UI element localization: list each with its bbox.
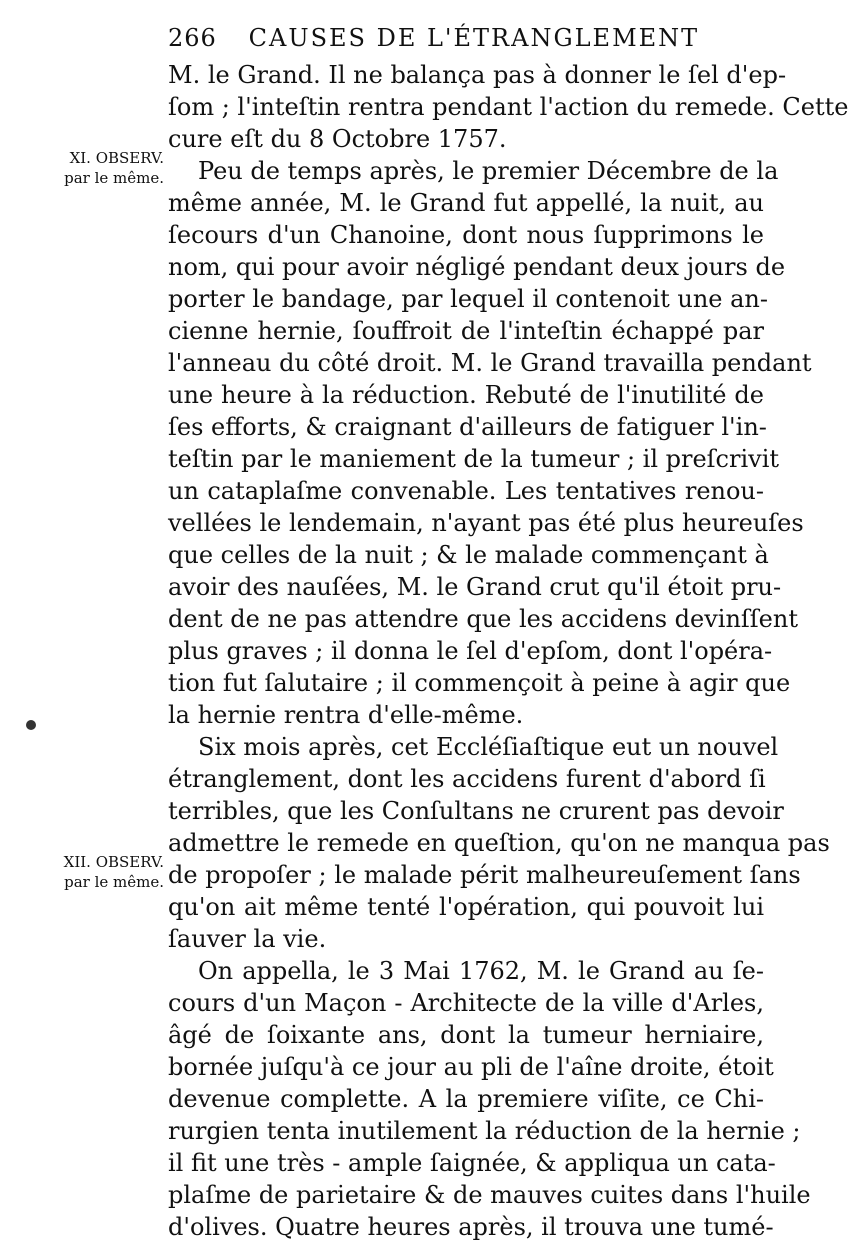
text-line: teſtin par le maniement de la tumeur ; il preſcrivit (168, 445, 780, 473)
text-line: il fit une très - ample ſaignée, & appliqua un cata- (168, 1149, 776, 1177)
text-line: rurgien tenta inutilement la réduction de la hernie ; (168, 1117, 801, 1145)
text-line: étranglement, dont les accidens furent d'abord ſi (168, 765, 766, 793)
text-line: nom, qui pour avoir négligé pendant deux jours de (168, 253, 786, 281)
margin-note-author: par le même. (64, 169, 164, 187)
margin-note-title: XI. OBSERV. (69, 149, 164, 167)
text-line: âgé de ſoixante ans, dont la tumeur herniaire, (168, 1021, 764, 1049)
text-line: ſecours d'un Chanoine, dont nous ſupprimons le (168, 221, 764, 249)
text-line: cure eſt du 8 Octobre 1757. (168, 125, 507, 153)
text-line: M. le Grand. Il ne balança pas à donner le ſel d'ep- (168, 61, 787, 89)
text-line: de propoſer ; le malade périt malheureuſement ſans (168, 861, 801, 889)
text-line: ſom ; l'inteſtin rentra pendant l'action du remede. Cette (168, 93, 848, 121)
text-line: une heure à la réduction. Rebuté de l'inutilité de (168, 381, 764, 409)
text-line: plaſme de parietaire & de mauves cuites dans l'huile (168, 1181, 811, 1209)
text-line: ſes efforts, & craignant d'ailleurs de fatiguer l'in- (168, 413, 767, 441)
text-line: ſauver la vie. (168, 925, 327, 953)
body-text (168, 59, 848, 1243)
text-line: tion fut ſalutaire ; il commençoit à peine à agir que (168, 669, 791, 697)
text-line: plus graves ; il donna le ſel d'epſom, dont l'opéra- (168, 637, 773, 665)
running-header (168, 24, 768, 52)
text-line: cours d'un Maçon - Architecte de la ville d'Arles, (168, 989, 764, 1017)
ink-dot (26, 720, 36, 730)
margin-note-author: par le même. (64, 873, 164, 891)
running-title: CAUSES DE L'ÉTRANGLEMENT (248, 24, 700, 52)
text-line: la hernie rentra d'elle-même. (168, 701, 524, 729)
text-line: cienne hernie, ſouffroit de l'inteſtin échappé par (168, 317, 764, 345)
text-line: porter le bandage, par lequel il contenoit une an- (168, 285, 768, 313)
text-line: terribles, que les Conſultans ne crurent pas devoir (168, 797, 784, 825)
text-line: même année, M. le Grand fut appellé, la nuit, au (168, 189, 764, 217)
text-line: un cataplaſme convenable. Les tentatives renou- (168, 477, 764, 505)
text-line: devenue complette. A la premiere viſite, ce Chi- (168, 1085, 764, 1113)
text-line: qu'on ait même tenté l'opération, qui pouvoit lui (168, 893, 764, 921)
text-line: bornée juſqu'à ce jour au pli de l'aîne droite, étoit (168, 1053, 774, 1081)
text-line: l'anneau du côté droit. M. le Grand travailla pendant (168, 349, 812, 377)
text-line: admettre le remede en queſtion, qu'on ne manqua pas (168, 829, 830, 857)
margin-note-observ-11 (36, 148, 164, 188)
text-line: Peu de temps après, le premier Décembre de la (198, 157, 779, 185)
margin-note-observ-12 (36, 852, 164, 892)
text-line: vellées le lendemain, n'ayant pas été plus heureuſes (168, 509, 804, 537)
text-line: dent de ne pas attendre que les accidens devinſſent (168, 605, 798, 633)
text-line: On appella, le 3 Mai 1762, M. le Grand au ſe- (198, 957, 764, 985)
text-line: d'olives. Quatre heures après, il trouva une tumé- (168, 1213, 774, 1241)
text-line: Six mois après, cet Eccléſiaſtique eut un nouvel (198, 733, 779, 761)
margin-note-title: XII. OBSERV. (63, 853, 164, 871)
page-number: 266 (168, 24, 217, 52)
text-line: que celles de la nuit ; & le malade commençant à (168, 541, 769, 569)
text-line: avoir des nauſées, M. le Grand crut qu'il étoit pru- (168, 573, 782, 601)
